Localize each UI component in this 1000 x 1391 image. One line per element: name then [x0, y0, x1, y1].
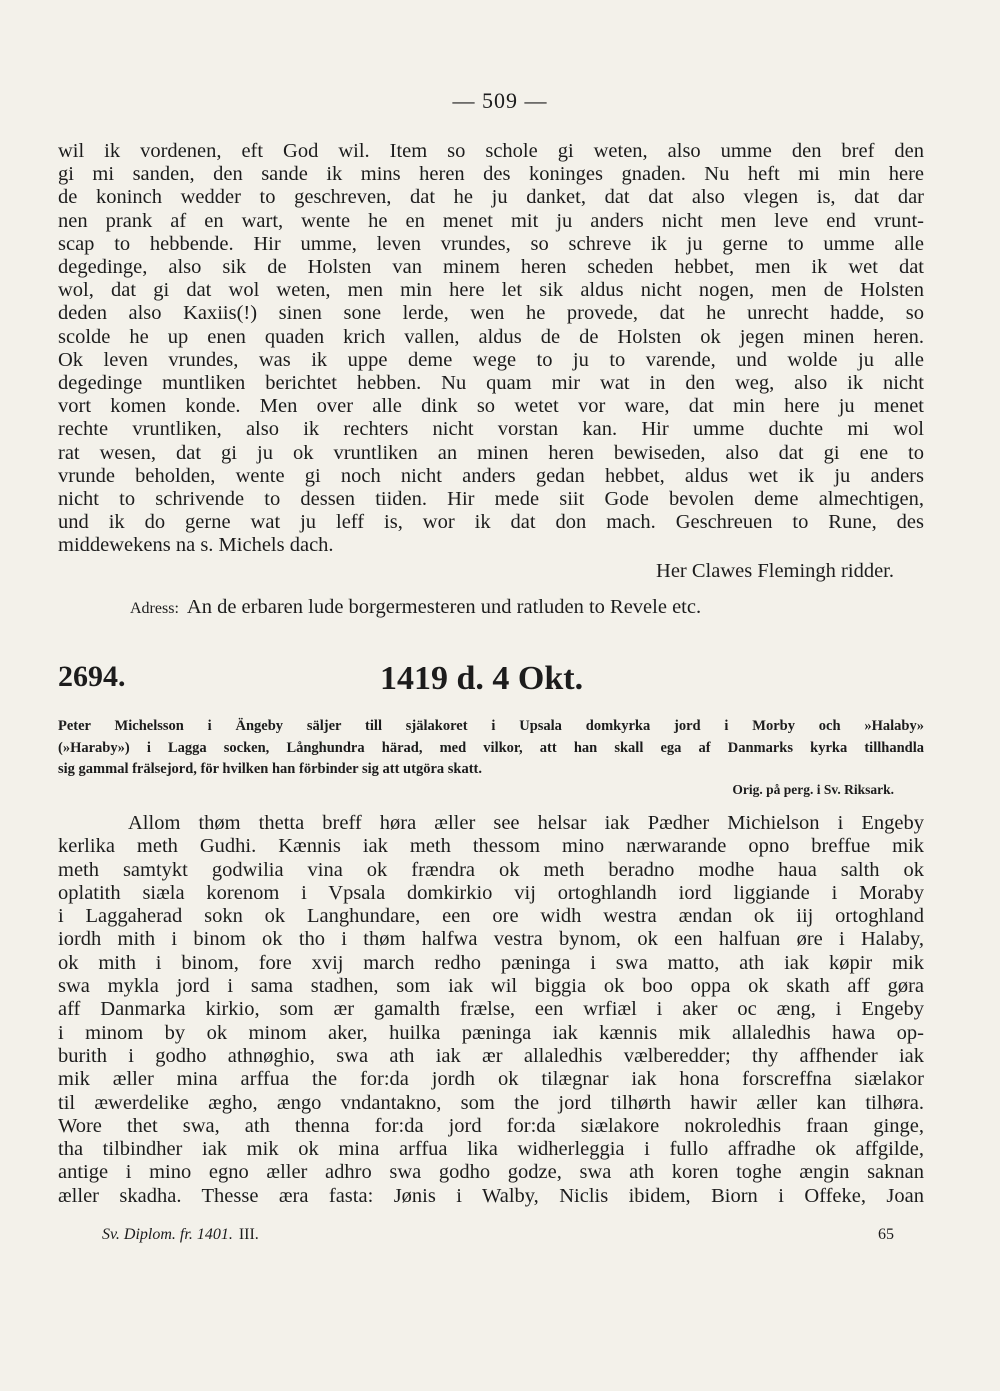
letter-line: de koninch wedder to geschreven, dat he ju danket, dat dat also vlegen is, dat dar [58, 186, 924, 209]
charter-line: i minom by ok minom aker, huilka pæninga iak kænnis mik allaledhis hawa op- [58, 1021, 924, 1044]
footer-volume: III. [238, 1226, 259, 1243]
letter-line: gi mi sanden, den sande ik mins heren des koninges gnaden. Nu heft mi min here [58, 163, 924, 186]
letter-line: degedinge, also sik de Holsten van minem heren scheden hebbet, men ik wet dat [58, 256, 924, 279]
charter-line: æller skadha. Thesse æra fasta: Jønis i Walby, Niclis ibidem, Biorn i Offeke, Joan [58, 1184, 924, 1207]
charter-line: aff Danmarka kirkio, som ær gamalth frælse, een wrfiæl i aker oc æng, i Engeby [58, 998, 924, 1021]
letter-line: rat wesen, dat gi ju ok vruntliken an minen heren bewiseden, also dat gi ene to [58, 441, 924, 464]
letter-line: wol, dat gi dat wol weten, men min here let sik aldus nicht nogen, men de Holsten [58, 279, 924, 302]
letter-line: scap to hebbende. Hir umme, leven vrundes, so schreve ik ju gerne to umme alle [58, 232, 924, 255]
charter-line: tha tilbindher iak mik ok mina arffua lika widherleggia i fullo affradhe ok affgilde, [58, 1138, 924, 1161]
letter-line: scolde he up enen quaden krich vallen, aldus de de Holsten ok jegen minen heren. [58, 325, 924, 348]
letter-line: und ik do gerne wat ju leff is, wor ik dat don mach. Geschreuen to Rune, des [58, 511, 924, 534]
charter-line: oplatith siæla korenom i Vpsala domkirkio vij ortoghlandh iord liggiande i Moraby [58, 881, 924, 904]
letter-line: rechte vruntliken, also ik rechters nicht vorstan kan. Hir umme duchte mi wol [58, 418, 924, 441]
signature: Her Clawes Flemingh ridder. [656, 560, 894, 582]
footer-title [102, 1226, 259, 1244]
footer-series: Sv. Diplom. fr. 1401. [102, 1226, 233, 1243]
page-number: — 509 — [452, 88, 548, 113]
letter-line: nen prank af en wart, wente he en menet mit ju anders nicht men leve end vrunt- [58, 209, 924, 232]
entry-number: 2694. [58, 660, 126, 693]
address-text: An de erbaren lude borgermesteren und ratluden to Revele etc. [186, 596, 702, 618]
charter-line: burith i godho athnøghio, swa ath iak ær allaledhis vælberedder; thy affhender iak [58, 1044, 924, 1067]
letter-line: deden also Kaxiis(!) sinen sone lerde, wen he provede, dat he unrecht hadde, so [58, 302, 924, 325]
charter-line: kerlika meth Gudhi. Kænnis iak meth thessom mino nærwarande opno breffue mik [58, 835, 924, 858]
charter-line: iordh mith i binom ok tho i thøm halfwa vestra bynom, ok een halfuan øre i Halaby, [58, 928, 924, 951]
charter-line: antige i mino egno æller adhro swa godho godze, swa ath koren toghe ængin saknan [58, 1161, 924, 1184]
summary-line: sig gammal frälsejord, för hvilken han förbinder sig att utgöra skatt. [58, 761, 482, 777]
letter-line: vort komen konde. Men over alle dink so wetet vor ware, dat min here ju menet [58, 395, 924, 418]
summary-line: (»Haraby») i Lagga socken, Långhundra härad, med vilkor, att han skall ega af Danmarks kyrka tillhandla [58, 739, 924, 756]
address-label: Adress: [130, 600, 179, 617]
source-note: Orig. på perg. i Sv. Riksark. [732, 782, 894, 797]
letter-line: wil ik vordenen, eft God wil. Item so schole gi weten, also umme den bref den [58, 140, 924, 162]
entry-date: 1419 d. 4 Okt. [380, 660, 584, 697]
charter-line: mik æller mina arffua the for:da jordh ok tilægnar iak hona forscreffna siælakor [58, 1068, 924, 1091]
charter-line: meth samtykt godwilia vina ok frændra ok meth beradno modhe haua salth ok [58, 858, 924, 881]
charter-line: i Laggaherad sokn ok Langhundare, een ore widh westra ændan ok iij ortoghland [58, 905, 924, 928]
letter-body [58, 140, 924, 558]
summary-line: Peter Michelsson i Ängeby säljer till själakoret i Upsala domkyrka jord i Morby och »Halaby» [58, 718, 924, 734]
charter-line: Allom thøm thetta breff høra æller see helsar iak Pædher Michielson i Engeby [128, 812, 924, 834]
charter-line: swa mykla jord i sama stadhen, som iak wil biggia ok boo oppa ok skath aff gøra [58, 975, 924, 998]
letter-line: degedinge muntliken berichtet hebben. Nu quam mir wat in den weg, also ik nicht [58, 372, 924, 395]
letter-line: middewekens na s. Michels dach. [58, 534, 334, 557]
charter-line: til æwerdelike ægho, ængo vndantakno, som the jord tilhørth hawir æller kan tilhøra. [58, 1091, 924, 1114]
address [130, 596, 701, 619]
charter-line: ok mith i binom, fore xvij march redho pæninga i swa matto, ath iak køpir mik [58, 951, 924, 974]
letter-line: Ok leven vrundes, was ik uppe deme wege to ju to varende, und wolde ju alle [58, 348, 924, 371]
letter-line: vrunde beholden, wente gi noch nicht anders gedan hebbet, aldus wet ik ju anders [58, 464, 924, 487]
entry-summary [58, 716, 924, 781]
letter-line: nicht to schrivende to dessen tiiden. Hir mede siit Gode bevolen deme almechtigen, [58, 488, 924, 511]
footer-signature: 65 [878, 1226, 894, 1243]
charter-line: Wore thet swa, ath thenna for:da jord for:da siælakore nokroledhis fraan ginge, [58, 1114, 924, 1137]
charter-body [58, 812, 924, 1208]
